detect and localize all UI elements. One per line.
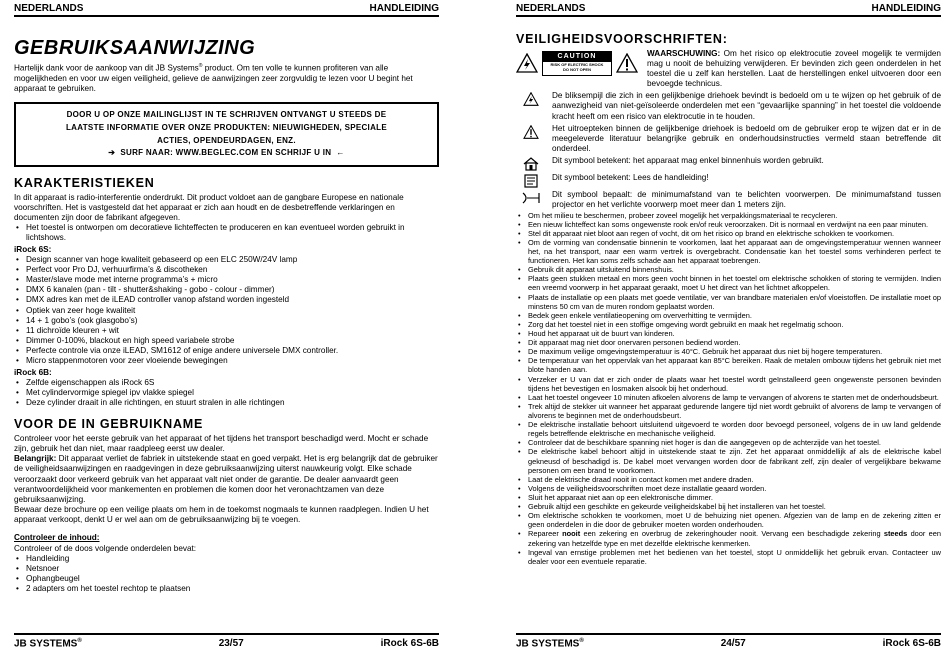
list-item: • DMX 6 kanalen (pan - tilt - shutter&shaking - gobo - colour - dimmer) <box>26 285 439 295</box>
list-item: • Gebruik altijd een geschikte en gekeurde veiligheidskabel bij het installeren van het toestel. <box>528 502 941 511</box>
list-item: • Laat het toestel ongeveer 10 minuten afkoelen alvorens de lamp te vervangen of alvorens te starten met de onderhoudsbeurt. <box>528 393 941 402</box>
right-page-header <box>516 0 941 17</box>
footer-brand-text: JB SYSTEMS <box>516 638 580 650</box>
distance-explanation: Dit symbool bepaalt: de minimumafstand van te belichten voorwerpen. De minimumafstand tussen projector en het verlichte voorwerp moet meer dan 1 meters zijn. <box>552 190 941 210</box>
list-item: • Micro stappenmotoren voor zeer vloeiende bewegingen <box>26 356 439 366</box>
header-doc-type: HANDLEIDING <box>871 3 941 14</box>
symbol-icon-cell <box>516 190 546 205</box>
list-item: • Gebruik dit apparaat uitsluitend binnenshuis. <box>528 265 941 274</box>
header-language: NEDERLANDS <box>516 3 586 14</box>
newsletter-box <box>14 102 439 167</box>
footer-brand <box>516 638 584 649</box>
list-item: • Houd het apparaat uit de buurt van kinderen. <box>528 329 941 338</box>
list-item: • Plaats de installatie op een plaats met goede ventilatie, ver van brandbare materialen en/of vloeistoffen. De installatie moet op minstens 50 cm van de muren rondom geplaatst worden. <box>528 293 941 311</box>
before-use-paragraph-3: Bewaar deze brochure op een veilige plaats om hem in de toekomst nogmaals te kunnen raadplegen. Indien U het apparaat verkoopt, denkt U er wel aan om de gebruiksaanwijzing bij te voegen. <box>14 505 429 525</box>
irock6s-features-list <box>14 255 439 367</box>
before-use-paragraph-2 <box>14 454 439 505</box>
list-item: • Met cylindervormige spiegel ipv vlakke spiegel <box>26 388 439 398</box>
list-item: • Zorg dat het toestel niet in een stoffige omgeving wordt gebruikt en maak het regelmatig schoon. <box>528 320 941 329</box>
symbol-distance-row <box>516 190 941 210</box>
irock6s-label: iRock 6S: <box>14 244 52 254</box>
list-item: • Deze cylinder draait in alle richtingen, en stuurt stralen in alle richtingen <box>26 398 439 408</box>
caution-icons <box>516 49 641 76</box>
list-item: • Controleer dat de beschikbare spanning niet hoger is dan die aangegeven op de achterzijde van het toestel. <box>528 438 941 447</box>
features-paragraph: In dit apparaat is radio-interferentie onderdrukt. Dit product voldoet aan de gangbare Europese en nationale voorschriften. Het is vastgesteld dat het apparaat er zich aan houdt en de desbetreffende verklaringen en documenten zijn door de fabrikant afgegeven. <box>14 192 404 223</box>
list-item: • DMX adres kan met de iLEAD controller vanop afstand worden ingesteld <box>26 295 439 305</box>
symbol-icon-cell <box>516 91 546 106</box>
footer-registered-mark: ® <box>77 638 82 644</box>
newsletter-url-text[interactable]: SURF NAAR: WWW.BEGLEC.COM EN SCHRIJF U IN <box>120 148 332 158</box>
list-item-fuse <box>528 529 941 547</box>
list-item: • Optiek van zeer hoge kwaliteit <box>26 306 439 316</box>
list-item: • 2 adapters om het toestel rechtop te plaatsen <box>26 584 439 594</box>
header-language: NEDERLANDS <box>14 3 84 14</box>
left-page-content <box>14 22 439 628</box>
lightning-triangle-icon <box>516 53 538 73</box>
footer-page-number: 24/57 <box>720 638 746 649</box>
list-item: • Zelfde eigenschappen als iRock 6S <box>26 378 439 388</box>
arrow-left-icon: ← <box>336 148 345 158</box>
caution-subtext-1: RISK OF ELECTRIC SHOCK <box>550 62 604 68</box>
list-item: • Ingeval van ernstige problemen met het bedienen van het toestel, stopt U onmiddellijk het gebruik ervan. Contacteer uw dealer voor een eventuele reparatie. <box>528 548 941 566</box>
footer-page-number: 23/57 <box>218 638 244 649</box>
list-item: • 14 + 1 gobo’s (ook glasgobo’s) <box>26 316 439 326</box>
list-item: • Sluit het apparaat niet aan op een elektronische dimmer. <box>528 493 941 502</box>
left-page-header <box>14 0 439 17</box>
warning-block <box>516 49 941 90</box>
contents-heading: Controleer de inhoud: <box>14 533 100 543</box>
warning-label: WAARSCHUWING: <box>647 48 721 58</box>
fuse-text-1: Repareer <box>528 529 563 539</box>
list-item: • Bedek geen enkele ventilatieopening om oververhitting te vermijden. <box>528 311 941 320</box>
important-label: Belangrijk: <box>14 454 57 464</box>
exclamation-triangle-icon <box>616 53 638 73</box>
safety-rules-list <box>516 211 941 566</box>
list-item: • Design scanner van hoge kwaliteit gebaseerd op een ELC 250W/24V lamp <box>26 255 439 265</box>
list-item: • Perfect voor Pro DJ, verhuurfirma’s & discotheken <box>26 265 439 275</box>
read-manual-icon <box>523 174 539 188</box>
list-item: • Trek altijd de stekker uit wanneer het apparaat gedurende langere tijd niet wordt gebruikt of alvorens de lamp te vervangen of alvorens te beginnen met de onderhoudsbeurt. <box>528 402 941 420</box>
indoor-house-icon <box>523 157 539 171</box>
intro-text-start: Hartelijk dank voor de aankoop van dit JB Systems <box>14 63 199 73</box>
page-title: GEBRUIKSAANWIJZING <box>14 37 256 59</box>
fuse-emphasis-nooit: nooit <box>562 529 581 539</box>
list-item: • De temperatuur van het oppervlak van het apparaat kan 85°C bereiken. Raak de metalen ombouw tijdens het gebruik niet met blote handen aan. <box>528 356 941 374</box>
list-item: • Om elektrische schokken te voorkomen, moet U de behuizing niet openen. Afgezien van de lamp en de zekering zitten er geen onderdelen in die door de gebruiker moeten worden onderhouden. <box>528 511 941 529</box>
right-page-footer <box>516 633 941 649</box>
list-item: • Verzeker er U van dat er zich onder de plaats waar het toestel wordt geïnstalleerd geen ongewenste personen bevinden tijdens het bevestigen en losmaken alsook bij het onderhoud. <box>528 375 941 393</box>
list-item: • 11 dichroïde kleuren + wit <box>26 326 439 336</box>
newsletter-line-2: LAATSTE INFORMATIE OVER ONZE PRODUKTEN: NIEUWIGHEDEN, SPECIALE <box>66 122 387 132</box>
list-item: • Handleiding <box>26 554 439 564</box>
fuse-text-2: een zekering en overbrug de zekeringhouder nooit. Vervang een beschadigde zekering <box>580 529 884 539</box>
footer-brand-text: JB SYSTEMS <box>14 638 78 650</box>
intro-paragraph <box>14 63 439 94</box>
caution-title: CAUTION <box>543 52 611 63</box>
symbol-read-row <box>516 173 941 188</box>
left-page-footer <box>14 633 439 649</box>
list-item: • Laat de elektrische draad nooit in contact komen met andere draden. <box>528 475 941 484</box>
header-doc-type: HANDLEIDING <box>369 3 439 14</box>
list-item: • Het toestel is ontworpen om decoratieve lichteffecten te produceren en kan eventueel worden gebruikt in lichtshows. <box>26 223 439 243</box>
list-item: • Netsnoer <box>26 564 439 574</box>
registered-mark: ® <box>198 62 203 69</box>
warning-body: Om het risico op elektrocutie zoveel mogelijk te vermijden mag u nooit de behuizing verwijderen. Er bevinden zich geen onderdelen in het toestel die u zelf kan herstellen. Laat de herstellingen enkel uitvoeren door een bevoegde technicus. <box>647 48 941 89</box>
lightning-triangle-icon <box>523 92 539 106</box>
symbol-exclamation-row <box>516 124 941 155</box>
list-item: • Stel dit apparaat niet bloot aan regen of vocht, dit om het risico op brand en elektrische schokken te voorkomen. <box>528 229 941 238</box>
arrow-right-icon: ➔ <box>108 148 116 158</box>
list-item: • De maximum veilige omgevingstemperatuur is 40°C. Gebruik het apparaat dus niet bij hogere temperaturen. <box>528 347 941 356</box>
before-use-heading: VOOR DE IN GEBRUIKNAME <box>14 417 204 432</box>
symbol-lightning-row <box>516 91 941 122</box>
list-item: • Een nieuw lichteffect kan soms ongewenste rook en/of reuk veroorzaken. Dit is normaal en verdwijnt na een paar minuten. <box>528 220 941 229</box>
contents-list <box>14 554 439 595</box>
newsletter-surf-line <box>22 147 431 160</box>
caution-subtext-2: DO NOT OPEN <box>562 66 591 72</box>
symbol-icon-cell <box>516 156 546 171</box>
newsletter-line-1: DOOR U OP ONZE MAILINGLIJST IN TE SCHRIJVEN ONTVANGT U STEEDS DE <box>66 110 387 120</box>
list-item: • Perfecte controle via onze iLEAD, SM1612 of enige andere universele DMX controller. <box>26 346 439 356</box>
list-item: • Dit apparaat mag niet door onervaren personen bediend worden. <box>528 338 941 347</box>
intro-text-end: product. Om ten volle te kunnen profiteren van alle mogelijkheden en voor uw eigen veiligheid, gelieve de aanwijzingen zeer zorgvuldig te lezen voor U begint het apparaat te gebruiken. <box>14 63 413 93</box>
list-item: • Ophangbeugel <box>26 574 439 584</box>
indoor-explanation: Dit symbool betekent: het apparaat mag enkel binnenhuis worden gebruikt. <box>552 156 824 166</box>
features-heading: KARAKTERISTIEKEN <box>14 176 155 191</box>
caution-subtext <box>543 62 611 75</box>
irock6b-label: iRock 6B: <box>14 367 52 377</box>
fuse-text-3: door een zekering van hetzelfde type en met dezelfde elektrische kenmerken. <box>528 529 941 548</box>
exclamation-explanation: Het uitroepteken binnen de gelijkbenige driehoek is bedoeld om de gebruiker erop te wijzen dat er in de meegeleverde literatuur belangrijke gebruik en onderhoudsinstructies vermeld staan betreffende dit onderdeel. <box>552 123 941 154</box>
footer-model: iRock 6S-6B <box>882 638 941 649</box>
symbol-icon-cell <box>516 124 546 139</box>
list-item: • Volgens de veiligheidsvoorschriften moet deze installatie geaard worden. <box>528 484 941 493</box>
contents-intro: Controleer of de doos volgende onderdelen bevat: <box>14 543 197 553</box>
features-intro-list <box>14 223 439 243</box>
before-use-paragraph-1: Controleer voor het eerste gebruik van het apparaat of het tijdens het transport beschadigd werd. Mocht er schade zijn, gebruik het dan niet, maar raadpleeg eerst uw dealer. <box>14 433 429 454</box>
footer-registered-mark: ® <box>579 638 584 644</box>
list-item: • Plaats geen stukken metaal en mors geen vocht binnen in het toestel om elektrische schokken of storing te vermijden. Indien een vreemd voorwerp in het apparaat geraakt, moet U het direct van het lichtnet afkoppelen. <box>528 274 941 292</box>
warning-text <box>647 49 941 90</box>
list-item: • Master/slave mode met interne programma’s + micro <box>26 275 439 285</box>
list-item: • Om het milieu te beschermen, probeer zoveel mogelijk het verpakkingsmateriaal te recycleren. <box>528 211 941 220</box>
exclamation-triangle-icon <box>523 125 539 139</box>
read-explanation: Dit symbool betekent: Lees de handleiding! <box>552 173 709 183</box>
irock6b-features-list <box>14 378 439 409</box>
lightning-explanation: De bliksempijl die zich in een gelijkbenige driehoek bevindt is bedoeld om u te wijzen op het gebruik of de aanwezigheid van niet-geïsoleerde onderdelen met een “gevaarlijke spanning” in het toestel die voldoende kracht heeft om een risico van elektrocutie in te houden. <box>552 91 941 121</box>
symbol-indoor-row <box>516 156 941 171</box>
minimum-distance-icon <box>521 191 541 205</box>
fuse-emphasis-steeds: steeds <box>883 529 908 539</box>
important-text: Dit apparaat verliet de fabriek in uitstekende staat en goed verpakt. Het is erg belangrijk dat de gebruiker de veiligheidsaanwijzingen en raadgevingen in deze gebruiksaanwijzing uiterst nauwkeurig volgt. Elke schade veroorzaakt door verkeerd gebruik van het apparaat valt niet onder de garantie. De dealer aanvaardt geen verantwoordelijkheid voor mankementen en problemen die komen door het veronachtzamen van deze gebruiksaanwijzing. <box>14 454 438 504</box>
symbol-icon-cell <box>516 173 546 188</box>
footer-model: iRock 6S-6B <box>380 638 439 649</box>
list-item: • De elektrische kabel behoort altijd in uitstekende staat te zijn. Zet het apparaat onmiddellijk af als de elektrische kabel gekneusd of beschadigd is. De kabel moet vervangen worden door de fabrikant zelf, zijn dealer of vergelijkbare bekwame personen om een brand te voorkomen. <box>528 447 941 474</box>
safety-heading: VEILIGHEIDSVOORSCHRIFTEN: <box>516 32 728 46</box>
list-item: • Om de vorming van condensatie binnenin te voorkomen, laat het apparaat aan de omgevingstemperatuur wennen wanneer het, na het transport, naar een warm vertrek is overgebracht. Condensatie kan het toestel soms verhinderen perfect te functioneren. Het kan soms zelfs schade aan het apparaat toebrengen. <box>528 238 941 265</box>
left-page <box>14 0 439 654</box>
footer-brand <box>14 638 82 649</box>
list-item: • Dimmer 0-100%, blackout en high speed variabele strobe <box>26 336 439 346</box>
right-page-content <box>516 22 941 628</box>
caution-label <box>542 51 612 76</box>
newsletter-line-3: ACTIES, OPENDEURDAGEN, ENZ. <box>157 135 296 145</box>
list-item: • De elektrische installatie behoort uitsluitend uitgevoerd te worden door bevoegd personeel, volgens de in uw land geldende regels betreffende elektrische en mechanische veiligheid. <box>528 420 941 438</box>
right-page <box>516 0 941 654</box>
